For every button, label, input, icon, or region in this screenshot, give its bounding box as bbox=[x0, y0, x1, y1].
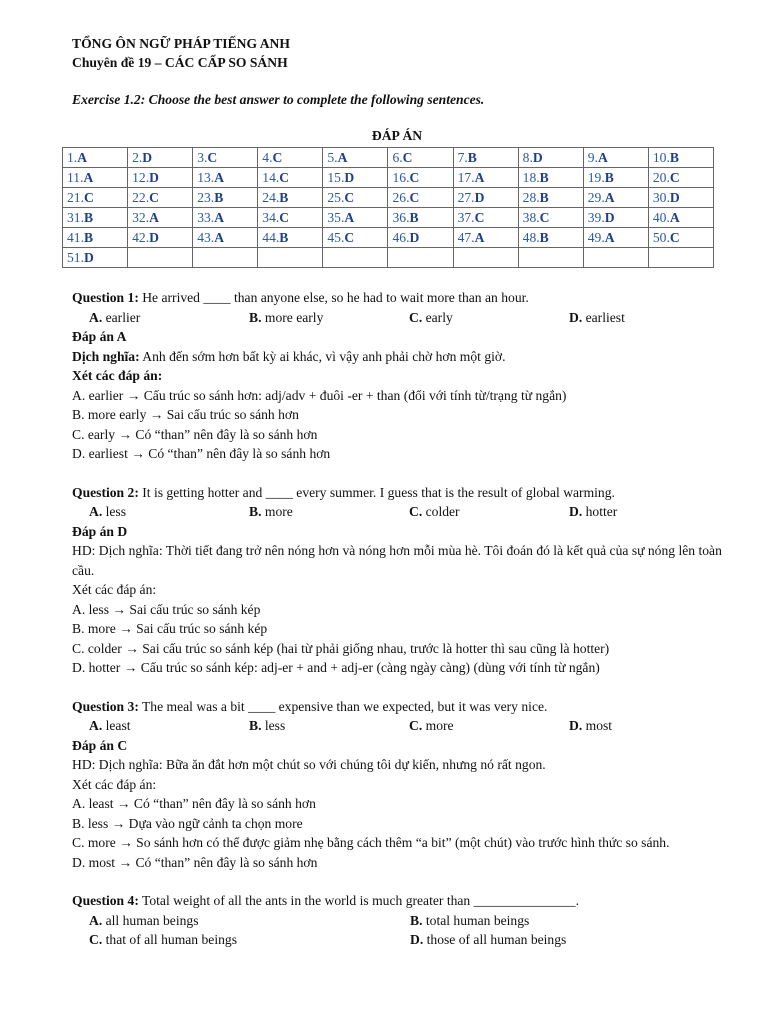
answer-key-row bbox=[63, 208, 714, 228]
answer-number: 1. bbox=[67, 150, 78, 165]
answer-number: 12. bbox=[132, 170, 150, 185]
answer-key-cell bbox=[128, 228, 193, 248]
option-letter: A. bbox=[89, 912, 103, 928]
answer-number: 27. bbox=[457, 190, 475, 205]
options-row bbox=[72, 502, 722, 522]
answer-letter: B bbox=[604, 170, 614, 185]
answer-letter: D bbox=[344, 170, 355, 185]
answer-letter: C bbox=[669, 230, 680, 245]
question-label: Question 4: bbox=[72, 893, 139, 908]
answer-key-cell bbox=[193, 148, 258, 168]
document-title: TỔNG ÔN NGỮ PHÁP TIẾNG ANH bbox=[72, 36, 290, 51]
option-letter: A. bbox=[89, 504, 103, 519]
explanation-line bbox=[72, 639, 722, 659]
option-letter: B. bbox=[249, 718, 262, 733]
answer-number: 20. bbox=[652, 170, 670, 185]
answer-letter: A bbox=[77, 150, 88, 165]
answer-key-cell bbox=[258, 148, 323, 168]
option bbox=[569, 502, 617, 522]
explanation-line bbox=[72, 775, 722, 795]
answer-letter: A bbox=[669, 210, 680, 225]
answer-letter: B bbox=[279, 230, 289, 245]
explanation-line bbox=[72, 366, 722, 386]
answer-number: 43. bbox=[197, 230, 215, 245]
option-text: least bbox=[102, 718, 131, 733]
option bbox=[409, 502, 569, 522]
option-text: earliest bbox=[582, 309, 625, 325]
answer-letter: C bbox=[279, 170, 290, 185]
answer-key-cell bbox=[583, 208, 648, 228]
option-letter: D. bbox=[569, 718, 583, 733]
option-text: that of all human beings bbox=[102, 932, 237, 947]
answer-key-cell bbox=[258, 208, 323, 228]
answer-number: 13. bbox=[197, 170, 215, 185]
answer-key-cell bbox=[518, 228, 583, 248]
answer-letter: D bbox=[604, 210, 615, 225]
explanation-line bbox=[72, 833, 722, 853]
answer-key-cell bbox=[323, 208, 388, 228]
answer-key-cell bbox=[63, 248, 128, 268]
option-text: those of all human beings bbox=[423, 932, 567, 947]
answer-key-cell bbox=[453, 228, 518, 248]
answer-letter: C bbox=[149, 190, 159, 205]
answer-key-cell bbox=[518, 188, 583, 208]
answer-key-cell bbox=[453, 188, 518, 208]
option-text: colder bbox=[422, 504, 460, 519]
explanation-text: D. most → Có “than” nên đây là so sánh hơn bbox=[72, 854, 318, 870]
answer-number: 23. bbox=[197, 190, 215, 205]
answer-key-cell bbox=[648, 188, 713, 208]
answer-letter: D bbox=[84, 250, 94, 265]
answer-key-cell bbox=[648, 228, 713, 248]
answer-number: 3. bbox=[197, 150, 208, 165]
option bbox=[89, 502, 249, 522]
option-letter: B. bbox=[410, 912, 423, 928]
answer-key-cell bbox=[518, 248, 583, 268]
answer-label: Đáp án C bbox=[72, 737, 128, 753]
answer-key-row bbox=[63, 188, 714, 208]
answer-letter: D bbox=[149, 170, 159, 185]
answer-key-cell bbox=[388, 148, 453, 168]
options-row bbox=[72, 930, 722, 950]
option bbox=[89, 930, 410, 950]
question-stem: The meal was a bit ____ expensive than we expected, but it was very nice. bbox=[138, 698, 548, 714]
option-text: hotter bbox=[582, 504, 618, 519]
answer-key-cell bbox=[453, 208, 518, 228]
option-text: most bbox=[582, 718, 613, 733]
answer-letter: D bbox=[409, 230, 420, 245]
answer-letter: B bbox=[214, 190, 224, 205]
answer-letter: B bbox=[279, 190, 289, 205]
answer-letter: C bbox=[84, 190, 94, 205]
document-page bbox=[67, 34, 722, 969]
answer-number: 40. bbox=[652, 210, 670, 225]
explanation-heading: Dịch nghĩa: bbox=[72, 348, 140, 364]
answer-letter: A bbox=[474, 230, 485, 245]
answer-number: 29. bbox=[587, 190, 605, 205]
document-subtitle: Chuyên đề 19 – CÁC CẤP SO SÁNH bbox=[72, 55, 288, 70]
option-text: earlier bbox=[102, 309, 141, 325]
question-text bbox=[72, 288, 722, 308]
answer-letter: A bbox=[604, 230, 615, 245]
option-letter: C. bbox=[409, 309, 423, 325]
answer-letter: C bbox=[272, 150, 283, 165]
answer-number: 51. bbox=[67, 250, 84, 265]
answer-number: 9. bbox=[587, 150, 598, 165]
answer-key-title: ĐÁP ÁN bbox=[371, 128, 423, 143]
explanation-text: Anh đến sớm hơn bất kỳ ai khác, vì vậy anh phải chờ hơn một giờ. bbox=[139, 348, 506, 364]
answer-key-cell bbox=[323, 168, 388, 188]
answer-key-cell bbox=[518, 148, 583, 168]
answer-letter: A bbox=[597, 150, 608, 165]
answer-key-cell bbox=[453, 248, 518, 268]
explanation-text: A. earlier → Cấu trúc so sánh hơn: adj/adv + đuôi -er + than (đối với tính từ/trạng từ ngắn) bbox=[72, 387, 567, 403]
answer-letter: A bbox=[337, 150, 348, 165]
explanation-text: A. less → Sai cấu trúc so sánh kép bbox=[72, 601, 261, 617]
answer-number: 19. bbox=[587, 170, 605, 185]
answer-key-cell bbox=[63, 208, 128, 228]
exercise-instruction: : Choose the best answer to complete the following sentences. bbox=[140, 92, 485, 107]
question-text bbox=[72, 891, 722, 911]
answer-key-cell bbox=[258, 248, 323, 268]
answer-letter: D bbox=[532, 150, 543, 165]
answer-letter: A bbox=[214, 170, 225, 185]
option-letter: A. bbox=[89, 309, 103, 325]
explanation-line bbox=[72, 580, 722, 600]
answer-number: 24. bbox=[262, 190, 280, 205]
explanation-line bbox=[72, 814, 722, 834]
explanation-text: HD: Dịch nghĩa: Thời tiết đang trở nên nóng hơn và nóng hơn mỗi mùa hè. Tôi đoán đó là kết quả của sự nóng lên toàn cầu. bbox=[72, 543, 722, 578]
answer-number: 38. bbox=[522, 210, 540, 225]
option bbox=[569, 308, 625, 328]
option bbox=[409, 308, 569, 328]
answer-key-cell bbox=[128, 148, 193, 168]
answer-key-cell bbox=[453, 148, 518, 168]
option-letter: C. bbox=[89, 932, 103, 947]
answer-number: 36. bbox=[392, 210, 410, 225]
explanation-text: A. least → Có “than” nên đây là so sánh hơn bbox=[72, 796, 316, 811]
answer-letter: D bbox=[474, 190, 485, 205]
answer-key-cell bbox=[258, 228, 323, 248]
question-label: Question 2: bbox=[72, 484, 139, 500]
question-block bbox=[72, 483, 722, 678]
exercise-label: Exercise 1.2 bbox=[72, 92, 141, 107]
explanation-text: C. more → So sánh hơn có thể được giảm nhẹ bằng cách thêm “a bit” (một chút) vào trước hình thức so sánh. bbox=[72, 835, 670, 850]
option-letter: D. bbox=[569, 504, 583, 519]
answer-key-cell bbox=[258, 168, 323, 188]
answer-key-cell bbox=[388, 248, 453, 268]
answer-key-cell bbox=[128, 188, 193, 208]
answer-key-row bbox=[63, 248, 714, 268]
answer-number: 42. bbox=[132, 230, 150, 245]
option bbox=[249, 308, 409, 328]
answer-number: 22. bbox=[132, 190, 150, 205]
option-text: more bbox=[422, 718, 454, 733]
answer-number: 21. bbox=[67, 190, 84, 205]
answer-key-cell bbox=[583, 248, 648, 268]
answer-letter: C bbox=[402, 150, 413, 165]
answer-number: 8. bbox=[522, 150, 533, 165]
answer-key-cell bbox=[193, 168, 258, 188]
answer-key-row bbox=[63, 228, 714, 248]
option bbox=[89, 911, 410, 931]
answer-key-cell bbox=[648, 248, 713, 268]
explanation-line bbox=[72, 405, 722, 425]
answer-number: 45. bbox=[327, 230, 345, 245]
answer-letter: A bbox=[214, 230, 225, 245]
answer-number: 39. bbox=[587, 210, 605, 225]
answer-letter: A bbox=[344, 210, 355, 225]
explanation-text: C. colder → Sai cấu trúc so sánh kép (hai từ phải giống nhau, trước là hotter thì sau cũng là hotter) bbox=[72, 640, 610, 656]
answer-number: 41. bbox=[67, 230, 84, 245]
answer-key-cell bbox=[193, 188, 258, 208]
answer-key-cell bbox=[63, 148, 128, 168]
option-text: more bbox=[261, 504, 293, 519]
answer-number: 31. bbox=[67, 210, 84, 225]
answer-key-cell bbox=[63, 168, 128, 188]
answer-letter: C bbox=[409, 170, 420, 185]
answer-key-cell bbox=[323, 148, 388, 168]
answer-number: 7. bbox=[457, 150, 468, 165]
answer-key-row bbox=[63, 168, 714, 188]
answer-key-cell bbox=[128, 208, 193, 228]
answer-number: 5. bbox=[327, 150, 338, 165]
option-text: more early bbox=[261, 309, 324, 325]
answer-letter: C bbox=[474, 210, 485, 225]
answer-number: 30. bbox=[652, 190, 670, 205]
answer-letter: C bbox=[279, 210, 290, 225]
answer-number: 11. bbox=[67, 170, 84, 185]
answer-number: 15. bbox=[327, 170, 345, 185]
explanation-line bbox=[72, 347, 722, 367]
answer-letter: B bbox=[669, 150, 679, 165]
explanation-text: D. hotter → Cấu trúc so sánh kép: adj-er + and + adj-er (càng ngày càng) (dùng với tính từ ngắn) bbox=[72, 660, 600, 675]
question-stem: He arrived ____ than anyone else, so he had to wait more than an hour. bbox=[138, 290, 529, 305]
options-row bbox=[72, 911, 722, 931]
answer-number: 32. bbox=[132, 210, 150, 225]
answer-label: Đáp án A bbox=[72, 329, 127, 344]
answer-number: 17. bbox=[457, 170, 475, 185]
option bbox=[89, 308, 249, 328]
explanation-text: B. more → Sai cấu trúc so sánh kép bbox=[72, 621, 268, 636]
option bbox=[409, 716, 569, 736]
question-text bbox=[72, 697, 722, 717]
option-text: all human beings bbox=[102, 912, 199, 928]
answer-number: 10. bbox=[652, 150, 670, 165]
answer-key-cell bbox=[388, 168, 453, 188]
answer-number: 34. bbox=[262, 210, 280, 225]
option-letter: C. bbox=[409, 504, 423, 519]
answer-letter: C bbox=[207, 150, 218, 165]
answer-key-cell bbox=[583, 228, 648, 248]
option-letter: D. bbox=[410, 932, 424, 947]
answer-letter: B bbox=[467, 150, 477, 165]
option-text: less bbox=[261, 718, 286, 733]
answer-key-cell bbox=[63, 188, 128, 208]
answer-key-cell bbox=[63, 228, 128, 248]
explanation-text: Xét các đáp án: bbox=[72, 582, 157, 597]
question-block bbox=[72, 288, 722, 464]
answer-key-cell bbox=[323, 248, 388, 268]
answer-number: 50. bbox=[652, 230, 670, 245]
answer-letter: C bbox=[409, 190, 420, 205]
answer-letter: A bbox=[149, 210, 159, 225]
answer-letter: D bbox=[669, 190, 680, 205]
option-letter: B. bbox=[249, 504, 262, 519]
answer-key-cell bbox=[323, 228, 388, 248]
answer-key-cell bbox=[648, 148, 713, 168]
option bbox=[89, 716, 249, 736]
answer-letter: B bbox=[539, 170, 549, 185]
answer-key-cell bbox=[648, 208, 713, 228]
question-stem: It is getting hotter and ____ every summer. I guess that is the result of global warming. bbox=[138, 484, 615, 500]
explanation-line bbox=[72, 619, 722, 639]
answer-number: 44. bbox=[262, 230, 280, 245]
answer-key-cell bbox=[193, 248, 258, 268]
answer-letter: C bbox=[539, 210, 550, 225]
option-letter: B. bbox=[249, 309, 262, 325]
answer-number: 6. bbox=[392, 150, 403, 165]
explanation-heading: Xét các đáp án: bbox=[72, 368, 163, 383]
answer-number: 49. bbox=[587, 230, 605, 245]
answer-letter: C bbox=[344, 230, 355, 245]
option-letter: D. bbox=[569, 309, 583, 325]
answer-key-cell bbox=[323, 188, 388, 208]
answer-letter: C bbox=[669, 170, 680, 185]
answer-letter: B bbox=[539, 190, 549, 205]
answer-number: 16. bbox=[392, 170, 410, 185]
answer-letter: A bbox=[214, 210, 225, 225]
answer-key-cell bbox=[128, 248, 193, 268]
answer-letter: B bbox=[84, 210, 94, 225]
explanation-text: D. earliest → Có “than” nên đây là so sánh hơn bbox=[72, 446, 331, 461]
answer-letter: A bbox=[604, 190, 615, 205]
option bbox=[249, 502, 409, 522]
option-text: less bbox=[102, 504, 127, 519]
answer-letter: C bbox=[344, 190, 355, 205]
answer-key-cell bbox=[518, 208, 583, 228]
answer-key-cell bbox=[388, 228, 453, 248]
option-text: early bbox=[422, 309, 453, 325]
answer-letter: B bbox=[84, 230, 94, 245]
answer-number: 18. bbox=[522, 170, 540, 185]
answer-number: 33. bbox=[197, 210, 215, 225]
explanation-line bbox=[72, 794, 722, 814]
answer-letter: B bbox=[409, 210, 419, 225]
answer-number: 25. bbox=[327, 190, 345, 205]
answer-number: 28. bbox=[522, 190, 540, 205]
option-letter: A. bbox=[89, 718, 103, 733]
answer-letter: A bbox=[474, 170, 485, 185]
answer-number: 46. bbox=[392, 230, 410, 245]
question-block bbox=[72, 697, 722, 873]
options-row bbox=[72, 716, 722, 736]
explanation-line bbox=[72, 600, 722, 620]
answer-number: 26. bbox=[392, 190, 410, 205]
explanation-line bbox=[72, 386, 722, 406]
option bbox=[569, 716, 612, 736]
answer-key-table bbox=[62, 147, 714, 268]
question-label: Question 1: bbox=[72, 290, 139, 305]
answer-key-cell bbox=[453, 168, 518, 188]
answer-key-cell bbox=[258, 188, 323, 208]
option bbox=[410, 911, 529, 931]
answer-key-cell bbox=[128, 168, 193, 188]
answer-number: 35. bbox=[327, 210, 345, 225]
option-text: total human beings bbox=[422, 912, 530, 928]
answer-number: 37. bbox=[457, 210, 475, 225]
answer-letter: D bbox=[149, 230, 159, 245]
option bbox=[410, 930, 566, 950]
explanation-text: B. more early → Sai cấu trúc so sánh hơn bbox=[72, 407, 299, 422]
answer-letter: D bbox=[142, 150, 153, 165]
option bbox=[249, 716, 409, 736]
answer-key-cell bbox=[583, 148, 648, 168]
answer-key-cell bbox=[583, 188, 648, 208]
explanation-line bbox=[72, 541, 722, 580]
answer-key-cell bbox=[388, 188, 453, 208]
answer-number: 48. bbox=[522, 230, 540, 245]
question-label: Question 3: bbox=[72, 698, 139, 714]
explanation-line bbox=[72, 658, 722, 678]
explanation-line bbox=[72, 444, 722, 464]
answer-number: 14. bbox=[262, 170, 280, 185]
question-list bbox=[72, 288, 722, 950]
answer-key-cell bbox=[518, 168, 583, 188]
answer-key-cell bbox=[193, 228, 258, 248]
question-stem: Total weight of all the ants in the world is much greater than _______________. bbox=[138, 893, 579, 908]
answer-label: Đáp án D bbox=[72, 523, 128, 539]
answer-key-cell bbox=[388, 208, 453, 228]
option-letter: C. bbox=[409, 718, 423, 733]
answer-key-row bbox=[63, 148, 714, 168]
answer-letter: A bbox=[83, 170, 94, 185]
explanation-text: B. less → Dựa vào ngữ cảnh ta chọn more bbox=[72, 815, 303, 831]
explanation-line bbox=[72, 425, 722, 445]
answer-key-cell bbox=[583, 168, 648, 188]
explanation-text: Xét các đáp án: bbox=[72, 776, 157, 792]
explanation-text: HD: Dịch nghĩa: Bữa ăn đắt hơn một chút so với chúng tôi dự kiến, nhưng nó rất ngon. bbox=[72, 757, 546, 772]
question-block bbox=[72, 891, 722, 950]
question-text bbox=[72, 483, 722, 503]
explanation-line bbox=[72, 755, 722, 775]
answer-number: 2. bbox=[132, 150, 143, 165]
exercise-heading bbox=[72, 90, 722, 109]
answer-key-cell bbox=[648, 168, 713, 188]
answer-key-cell bbox=[193, 208, 258, 228]
explanation-text: C. early → Có “than” nên đây là so sánh hơn bbox=[72, 426, 318, 442]
answer-letter: B bbox=[539, 230, 549, 245]
explanation-line bbox=[72, 853, 722, 873]
answer-number: 47. bbox=[457, 230, 475, 245]
options-row bbox=[72, 308, 722, 328]
answer-number: 4. bbox=[262, 150, 273, 165]
